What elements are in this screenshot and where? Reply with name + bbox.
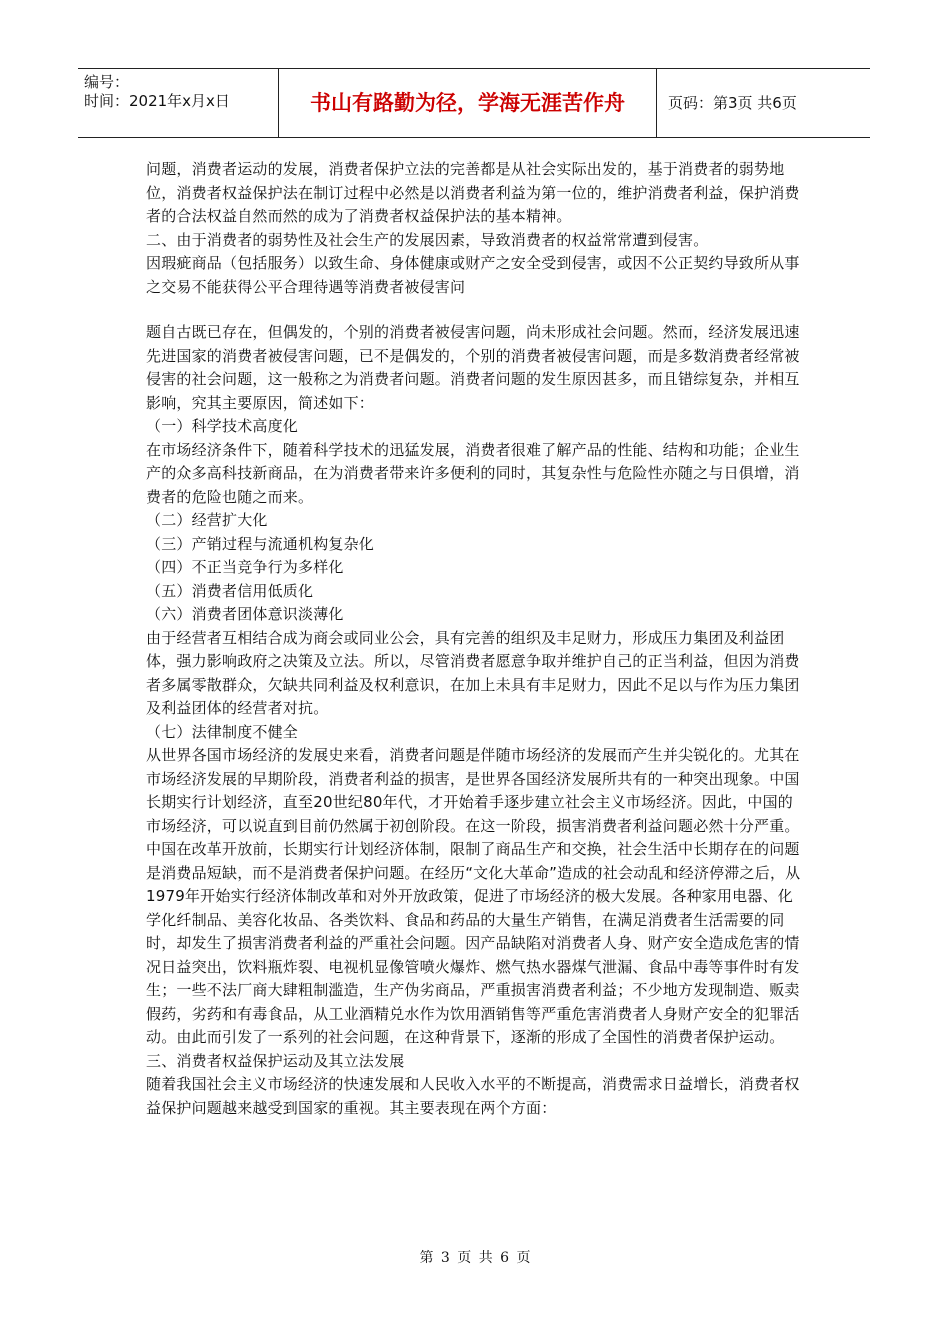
subsection-heading: （一）科学技术高度化	[146, 417, 299, 435]
document-time-label: 时间：2021年x月x日	[84, 92, 230, 110]
subsection-heading: （七）法律制度不健全	[146, 722, 299, 741]
section-heading: 二、由于消费者的弱势性及社会生产的发展因素，导致消费者的权益常常遭到侵害。	[146, 230, 709, 249]
paragraph: 从世界各国市场经济的发展史来看，消费者问题是伴随市场经济的发展而产生并尖锐化的。尤其在市场经济发展的早期阶段，消费者利益的损害，是世界各国经济发展所共有的一种突出现象。中国长期实行计划经济，直至20世纪80年代，才开始着手逐步建立社会主义市场经济。因此，中国的市场经济，可以说直到目前仍然属于初创阶段。在这一阶段，损害消费者利益问题必然十分严重。	[146, 746, 800, 835]
paragraph: 随着我国社会主义市场经济的快速发展和人民收入水平的不断提高，消费需求日益增长，消费者权益保护问题越来越受到国家的重视。其主要表现在两个方面：	[146, 1075, 800, 1117]
header-meta	[84, 73, 274, 111]
subsection-heading: （五）消费者信用低质化	[146, 581, 314, 600]
header-motto: 书山有路勤为径，学海无涯苦作舟	[310, 91, 625, 115]
paragraph: 问题，消费者运动的发展，消费者保护立法的完善都是从社会实际出发的，基于消费者的弱势地位，消费者权益保护法在制订过程中必然是以消费者利益为第一位的，维护消费者利益，保护消费者的合法权益自然而然的成为了消费者权益保护法的基本精神。	[146, 160, 800, 225]
paragraph: 因瑕疵商品（包括服务）以致生命、身体健康或财产之安全受到侵害，或因不公正契约导致所从事之交易不能获得公平合理待遇等消费者被侵害问	[146, 254, 800, 296]
subsection-heading: （三）产销过程与流通机构复杂化	[146, 534, 375, 553]
page-header	[78, 68, 870, 138]
subsection-heading: （六）消费者团体意识淡薄化	[146, 605, 344, 623]
paragraph: 在市场经济条件下，随着科学技术的迅猛发展，消费者很难了解产品的性能、结构和功能；企业生产的众多高科技新商品，在为消费者带来许多便利的同时，其复杂性与危险性亦随之与日俱增，消费者的危险也随之而来。	[146, 440, 800, 506]
subsection-heading: （四）不正当竞争行为多样化	[146, 558, 344, 576]
subsection-heading: （二）经营扩大化	[146, 511, 268, 529]
header-page-info: 页码：第3页 共6页	[668, 94, 797, 112]
section-heading: 三、消费者权益保护运动及其立法发展	[146, 1051, 405, 1070]
document-body	[146, 158, 806, 1120]
paragraph: 题自古既已存在，但偶发的，个别的消费者被侵害问题，尚未形成社会问题。然而，经济发展迅速先进国家的消费者被侵害问题，已不是偶发的，个别的消费者被侵害问题，而是多数消费者经常被侵害的社会问题，这一般称之为消费者问题。消费者问题的发生原因甚多，而且错综复杂，并相互影响，究其主要原因，简述如下：	[146, 323, 800, 412]
paragraph-gap	[146, 299, 806, 321]
page-footer: 第 3 页 共 6 页	[419, 1250, 531, 1266]
document-number-label: 编号：	[84, 73, 130, 91]
header-divider	[656, 69, 657, 137]
paragraph: 中国在改革开放前，长期实行计划经济体制，限制了商品生产和交换，社会生活中长期存在的问题是消费品短缺，而不是消费者保护问题。在经历“文化大革命”造成的社会动乱和经济停滞之后，从1979年开始实行经济体制改革和对外开放政策，促进了市场经济的极大发展。各种家用电器、化学化纤制品、美容化妆品、各类饮料、食品和药品的大量生产销售，在满足消费者生活需要的同时，却发生了损害消费者利益的严重社会问题。因产品缺陷对消费者人身、财产安全造成危害的情况日益突出，饮料瓶炸裂、电视机显像管喷火爆炸、燃气热水器煤气泄漏、食品中毒等事件时有发生；一些不法厂商大肆粗制滥造，生产伪劣商品，严重损害消费者利益；不少地方发现制造、贩卖假药，劣药和有毒食品，从工业酒精兑水作为饮用酒销售等严重危害消费者人身财产安全的犯罪活动。由此而引发了一系列的社会问题，在这种背景下，逐渐的形成了全国性的消费者保护运动。	[146, 840, 801, 1046]
paragraph: 由于经营者互相结合成为商会或同业公会，具有完善的组织及丰足财力，形成压力集团及利益团体，强力影响政府之决策及立法。所以，尽管消费者愿意争取并维护自己的正当利益，但因为消费者多属零散群众，欠缺共同利益及权利意识，在加上未具有丰足财力，因此不足以与作为压力集团及利益团体的经营者对抗。	[146, 628, 800, 717]
